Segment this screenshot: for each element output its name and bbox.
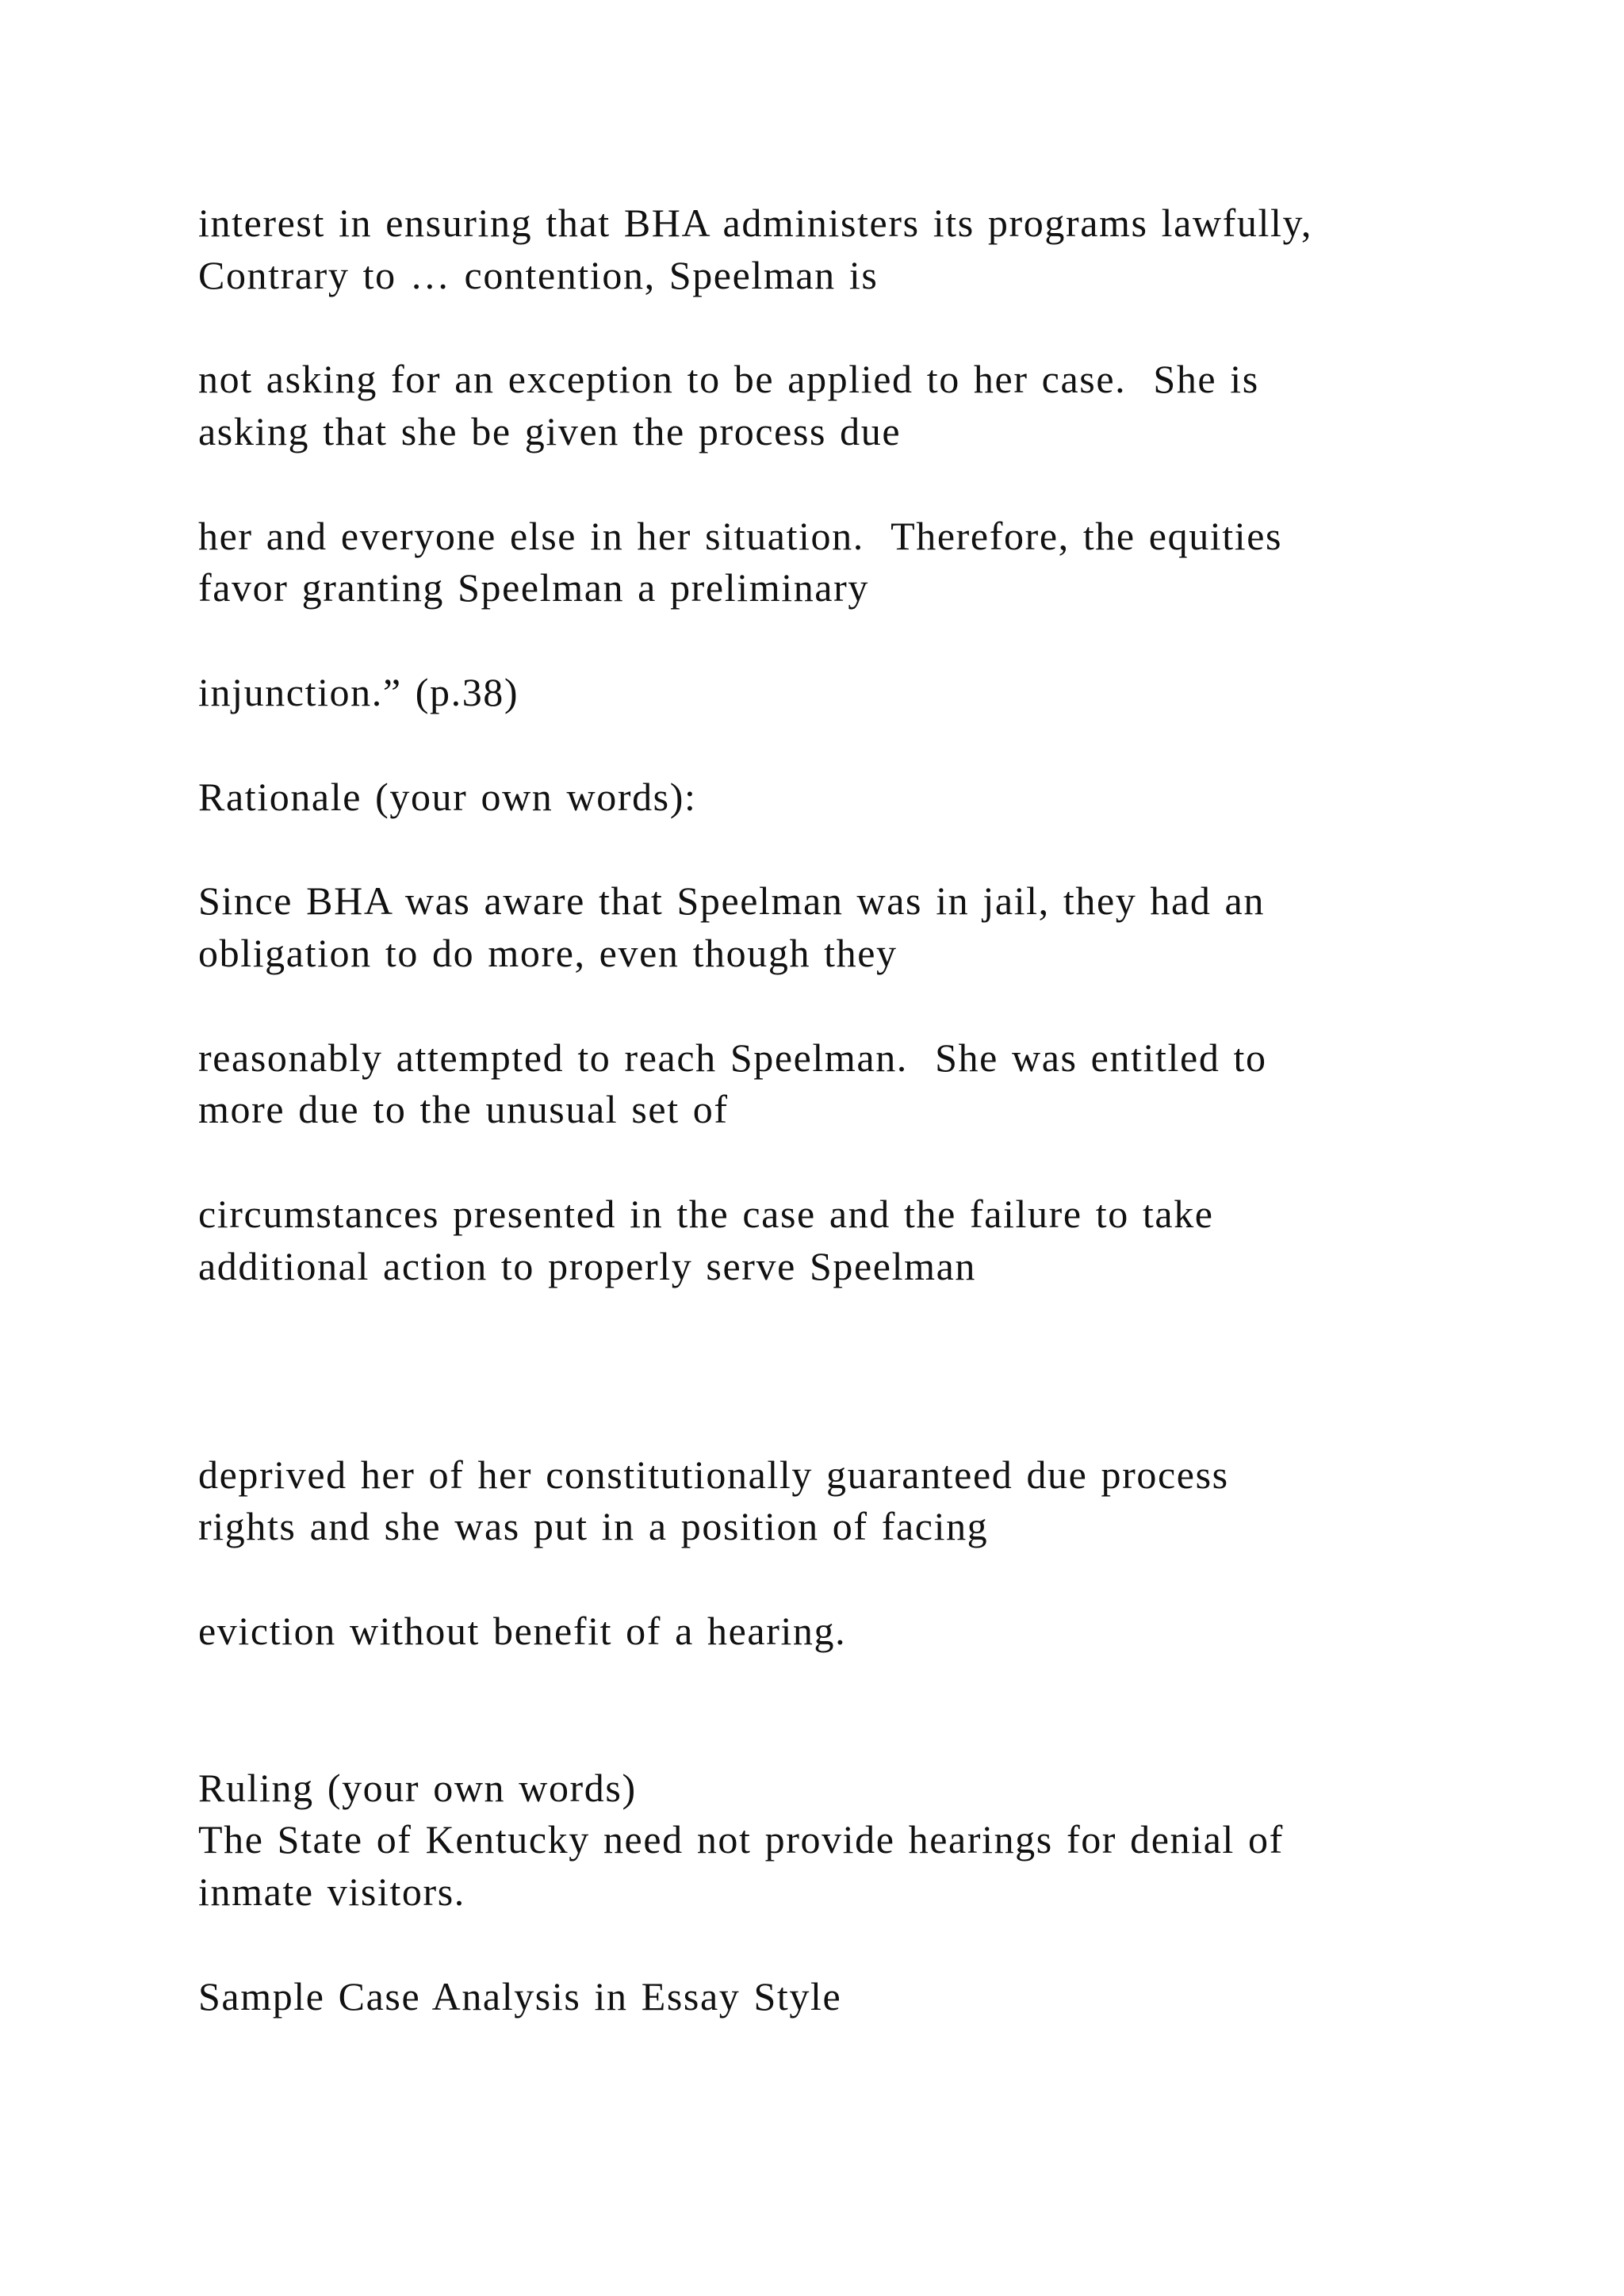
- section-heading-rationale: Rationale (your own words):: [198, 775, 697, 819]
- text-line: favor granting Speelman a preliminary: [198, 565, 869, 610]
- text-line: reasonably attempted to reach Speelman. She was entitled to: [198, 1035, 1267, 1080]
- text-line: obligation to do more, even though they: [198, 931, 898, 975]
- section-heading-sample: Sample Case Analysis in Essay Style: [198, 1974, 842, 2019]
- text-line: The State of Kentucky need not provide hearings for denial of: [198, 1817, 1284, 1862]
- text-line: eviction without benefit of a hearing.: [198, 1609, 847, 1653]
- text-line: inmate visitors.: [198, 1869, 465, 1914]
- text-line: not asking for an exception to be applied to her case. She is: [198, 357, 1259, 401]
- text-line: circumstances presented in the case and the failure to take: [198, 1192, 1214, 1236]
- text-line: her and everyone else in her situation. Therefore, the equities: [198, 514, 1283, 558]
- text-line: injunction.” (p.38): [198, 670, 519, 714]
- section-heading-ruling: Ruling (your own words): [198, 1766, 637, 1810]
- text-line: Contrary to … contention, Speelman is: [198, 253, 879, 297]
- text-line: more due to the unusual set of: [198, 1087, 729, 1131]
- text-line: deprived her of her constitutionally guaranteed due process: [198, 1452, 1229, 1497]
- text-line: interest in ensuring that BHA administers its programs lawfully,: [198, 201, 1312, 245]
- text-line: asking that she be given the process due: [198, 409, 902, 453]
- text-line: rights and she was put in a position of facing: [198, 1504, 989, 1548]
- text-line: additional action to properly serve Speelman: [198, 1244, 976, 1288]
- text-line: Since BHA was aware that Speelman was in jail, they had an: [198, 878, 1265, 923]
